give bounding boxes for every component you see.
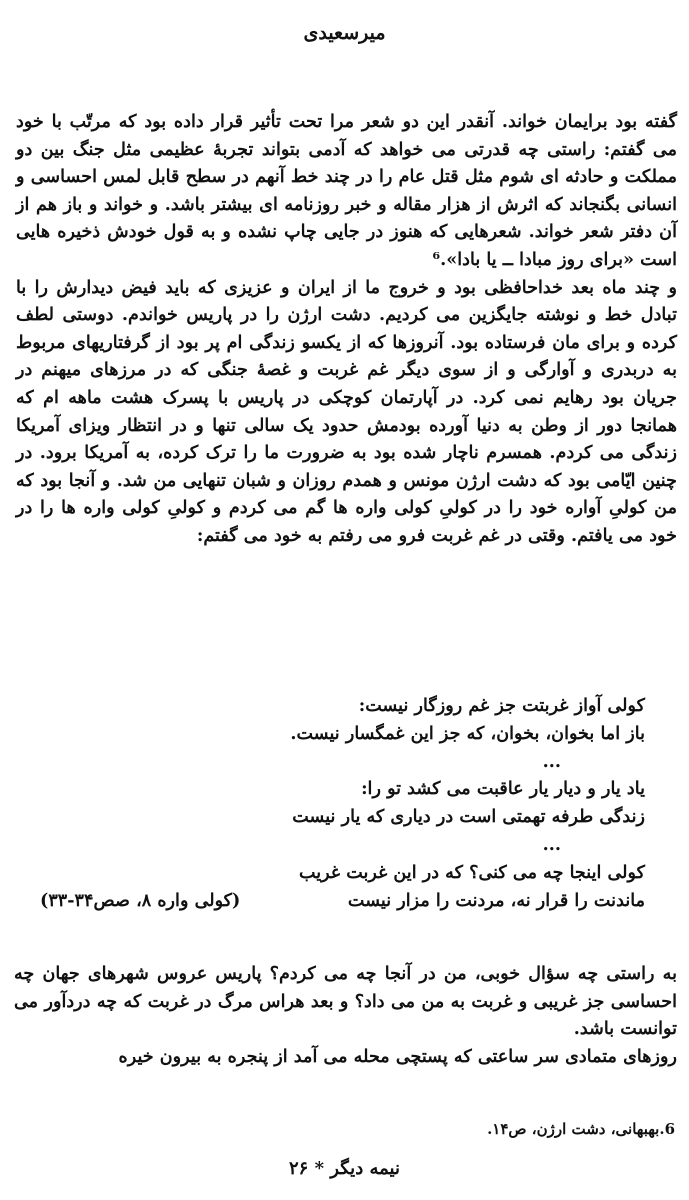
footnote: 6.بهبهانی، دشت ارژن، ص۱۴. bbox=[487, 1120, 675, 1138]
body-section-1 bbox=[16, 108, 677, 550]
paragraph: و چند ماه بعد خداحافظی بود و خروج ما از ایران و عزیزی که باید فیض دیدارش را با تبادل خط و نوشته جایگزین می کردیم. دشت ارژن را در پاریس خواندم. دوستی لطف کرده و برای مان فرستاده بود. آنروزها که از یکسو زندگی ام پر بود از گرفتاریهای مربوط به دربدری و آوارگی و از سوی دیگر غم غربت و غصهٔ جنگی که در مرزهای میهنم در جریان بود رهایم نمی کرد. در آپارتمان کوچکی در پاریس با پسرک هشت ماهه ام که همانجا دور از وطن به دنیا آورده بودمش حدود یک سالی تنها و در انتظار ویزای آمریکا زندگی می کردم. همسرم ناچار شده بود به ضرورت ما را ترک کرده، به آمریکا برود. در چنین ایّامی بود که دشت ارژن مونس و همدم روزان و شبان تنهایی من شد. و آنجا بود که من کولیِ آواره خود را در کولیِ کولی واره ها گم می کردم و کولیِ کولی واره ها را در خود می یافتم. وقتی در غم غربت فرو می رفتم به خود می گفتم: bbox=[16, 276, 677, 546]
poem-last-row bbox=[40, 887, 645, 915]
poem-ellipsis: ... bbox=[542, 750, 561, 772]
paragraph: به راستی چه سؤال خوبی، من در آنجا چه می کردم؟ پاریس عروس شهرهای جهان چه احساسی جز غریبی و غربت به من می داد؟ و بعد هراس مرگ در غربت که چه دردآور می توانست باشد. bbox=[14, 963, 677, 1040]
poem-line: ماندنت را قرار نه، مردنت را مزار نیست bbox=[347, 889, 645, 911]
paragraph: روزهای متمادی سر ساعتی که پستچی محله می آمد از پنجره به بیرون خیره bbox=[118, 1045, 677, 1067]
poem-ellipsis: ... bbox=[542, 833, 561, 855]
running-head: میرسعیدی bbox=[303, 22, 386, 44]
poem-line: زندگی طرفه تهمتی است در دیاری که یار نیست bbox=[292, 806, 645, 828]
poem-block bbox=[40, 692, 645, 914]
paragraph: گفته بود برایمان خواند. آنقدر این دو شعر مرا تحت تأثیر قرار داده بود که مرتّب با خود می گفتم: راستی چه قدرتی می خواهد که آدمی بتواند تجربهٔ عظیمی مثل جنگ بین دو مملکت و حادثه ای شوم مثل قتل عام را در چند خط آنهم در سطح قابل لمس احساسی و انسانی بگنجاند که اثرش از هزار مقاله و خبر روزنامه ای بیشتر باشد. و خواند و باز هم از آن دفتر شعر خواند. شعرهایی که هنوز در جایی چاپ نشده و به قول خودش ذخیره هایی است «برای روز مبادا ــ یا بادا».⁶ bbox=[16, 111, 677, 270]
running-foot: نیمه دیگر * ۲۶ bbox=[289, 1158, 400, 1179]
poem-line: یاد یار و دیار یار عاقبت می کشد تو را: bbox=[361, 778, 645, 800]
poem-line: باز اما بخوان، بخوان، که جز این غمگسار نیست. bbox=[290, 722, 645, 744]
poem-citation: (کولی واره ۸، صص۳۴-۳۳) bbox=[40, 889, 241, 911]
poem-line: کولی اینجا چه می کنی؟ که در این غربت غریب bbox=[299, 861, 645, 883]
poem-line: کولی آواز غربتت جز غم روزگار نیست: bbox=[358, 695, 645, 716]
body-section-2 bbox=[14, 960, 677, 1070]
